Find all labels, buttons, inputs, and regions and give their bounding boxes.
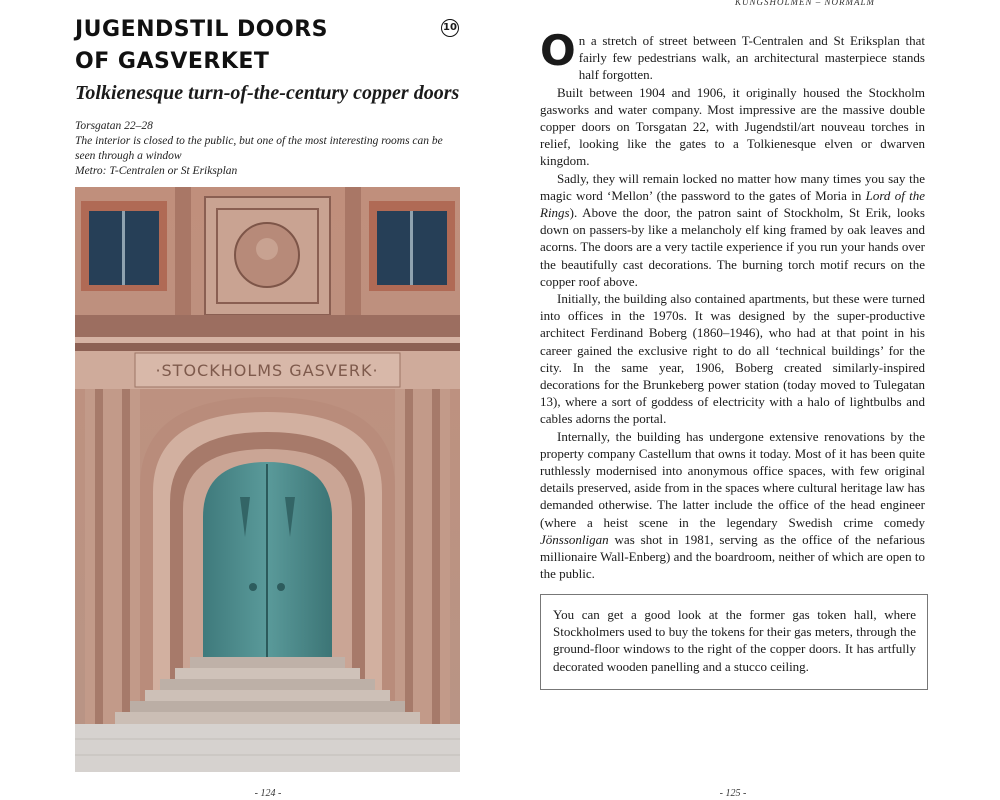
paragraph-1 [540, 26, 925, 84]
running-head: KUNGSHOLMEN – NORMALM [734, 0, 875, 7]
paragraph-3-text-a: Sadly, they will remain locked no matter how many times you say the magic word ‘Mellon’ (the password to the gates of Moria in [540, 170, 925, 203]
title-line-2: OF GASVERKET [75, 49, 270, 74]
access-note: The interior is closed to the public, but one of the most interesting rooms can be seen through a window [75, 135, 443, 162]
entry-number-badge: 10 [441, 19, 459, 37]
page-number-left: - 124 - [254, 788, 282, 799]
book-title: Lord of the Rings [540, 187, 925, 221]
paragraph-2: Built between 1904 and 1906, it originally housed the Stockholm gasworks and water company. Most impressive are the massive double copper doors on Torsgatan 22, with Jugendstil/art nouveau torches in relief, looking like the gates to a Tolkienesque elven or dwarven kingdom. [540, 84, 925, 169]
drop-cap: O [540, 26, 576, 75]
film-title: Jönssonligan [540, 531, 609, 547]
paragraph-5-text-a: Internally, the building has undergone extensive renovations by the property company Castellum that owns it today. Most of it has been quite ruthlessly modernised into anonymous office spaces, with few original details preserved, aside from in the spaces where cultural heritage law has demanded otherwise. The latter include the office of the head engineer (where a heist scene in the legendary Swedish crime comedy [540, 428, 925, 530]
page-number-right: - 125 - [719, 788, 747, 799]
address: Torsgatan 22–28 [75, 120, 153, 132]
right-page [500, 0, 1000, 800]
tip-box: You can get a good look at the former gas token hall, where Stockholmers used to buy the tokens for their gas meters, through the ground-floor windows to the right of the copper doors. It has artfully decorated wooden panelling and a stucco ceiling. [540, 594, 928, 690]
entry-title [75, 14, 425, 78]
title-line-1: JUGENDSTIL DOORS [75, 17, 328, 42]
entry-subtitle: Tolkienesque turn-of-the-century copper doors [75, 82, 460, 104]
paragraph-3 [540, 170, 925, 290]
entry-meta [75, 119, 465, 179]
metro-info: Metro: T-Centralen or St Eriksplan [75, 165, 238, 177]
paragraph-1-text: n a stretch of street between T-Centralen and St Eriksplan that fairly few pedestrians walk, an architectural masterpiece stands half forgotten. [578, 33, 925, 83]
paragraph-3-text-b: ). Above the door, the patron saint of Stockholm, St Erik, looks down on passers-by like a melancholy elf king framed by oak leaves and acorns. The doors are a very tactile experience if you run your hands over the beautifully cast decorations. The burning torch motif recurs on the copper roof above. [540, 205, 925, 289]
building-photo [75, 187, 460, 772]
paragraph-5-text-b: was shot in 1981, serving as the office of the nefarious millionaire Wall-Enberg) and the boardroom, neither of which are open to the public. [540, 531, 925, 582]
paragraph-4: Initially, the building also contained apartments, but these were turned into offices in the 1970s. It was designed by the super-productive architect Ferdinand Boberg (1860–1946), who had at that point in his career gained the exclusive right to do all ‘technical buildings’ for the city. In the same year, 1906, Boberg created similarly-inspired decorations for the Brunkeberg power station (today moved to Tulegatan 13), where a sort of goddess of electricity with a halo of lightbulbs and cables adorns the portal. [540, 291, 925, 427]
paragraph-5 [540, 428, 925, 583]
article-body [540, 26, 925, 583]
photo-sign-text: ·STOCKHOLMS GASVERK· [155, 361, 379, 380]
